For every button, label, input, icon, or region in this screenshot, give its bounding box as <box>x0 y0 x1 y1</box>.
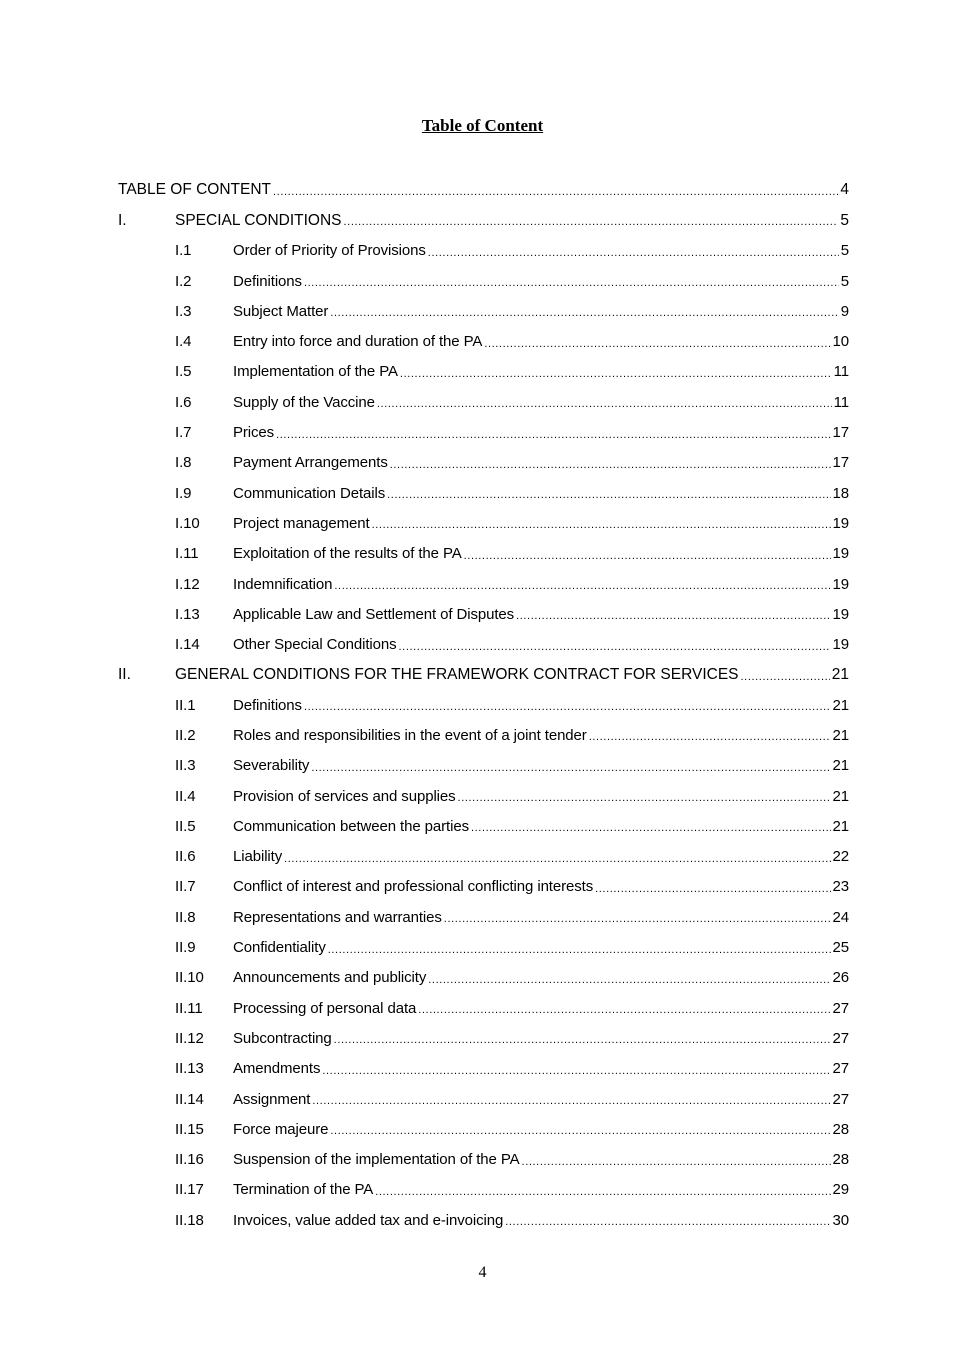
toc-entry-title: Indemnification <box>233 575 333 593</box>
dot-leader <box>334 1030 831 1046</box>
toc-subsection-entry[interactable] <box>118 387 849 417</box>
toc-entry-page: 19 <box>832 514 849 532</box>
toc-entry-page: 22 <box>832 848 849 866</box>
toc-entry-page: 28 <box>832 1120 849 1138</box>
toc-entry-number: II.10 <box>175 969 204 987</box>
toc-entry-number: II.12 <box>175 1029 204 1047</box>
toc-subsection-entry[interactable] <box>118 236 849 266</box>
toc-entry-number: I.8 <box>175 454 192 472</box>
dot-leader <box>273 182 838 198</box>
toc-section-entry[interactable] <box>118 175 849 205</box>
toc-subsection-entry[interactable] <box>118 599 849 629</box>
toc-subsection-entry[interactable] <box>118 357 849 387</box>
dot-leader <box>390 455 831 471</box>
toc-entry-title: Suspension of the implementation of the PA <box>233 1151 520 1169</box>
toc-entry-title: Communication between the parties <box>233 817 469 835</box>
dot-leader <box>372 515 831 531</box>
toc-entry-number: II.13 <box>175 1060 204 1078</box>
toc-entry-number: II.11 <box>175 999 203 1017</box>
toc-entry-title: Order of Priority of Provisions <box>233 242 426 260</box>
toc-entry-title: Severability <box>233 757 310 775</box>
toc-subsection-entry[interactable] <box>118 1205 849 1235</box>
toc-entry-title: Applicable Law and Settlement of Disputes <box>233 605 515 623</box>
toc-entry-number: I.10 <box>175 514 200 532</box>
toc-entry-number: II.3 <box>175 757 196 775</box>
toc-entry-number: II.4 <box>175 787 196 805</box>
toc-entry-page: 21 <box>832 726 849 744</box>
toc-entry-number: I.12 <box>175 575 200 593</box>
toc-entry-page: 28 <box>832 1151 849 1169</box>
toc-subsection-entry[interactable] <box>118 781 849 811</box>
toc-entry-page: 21 <box>831 666 849 684</box>
dot-leader <box>311 758 830 774</box>
dot-leader <box>428 243 839 259</box>
toc-entry-title: Conflict of interest and professional conflicting interests <box>233 878 594 896</box>
toc-entry-title: Processing of personal data <box>233 999 417 1017</box>
toc-entry-number: I.5 <box>175 363 192 381</box>
toc-entry-page: 21 <box>832 787 849 805</box>
dot-leader <box>418 1000 830 1016</box>
toc-entry-page: 5 <box>840 242 849 260</box>
dot-leader <box>312 1091 830 1107</box>
toc-subsection-entry[interactable] <box>118 963 849 993</box>
toc-subsection-entry[interactable] <box>118 690 849 720</box>
toc-entry-number: II.9 <box>175 939 196 957</box>
toc-subsection-entry[interactable] <box>118 1054 849 1084</box>
toc-entry-page: 29 <box>832 1181 849 1199</box>
toc-entry-title: Amendments <box>233 1060 321 1078</box>
toc-entry-number: I.9 <box>175 484 192 502</box>
toc-subsection-entry[interactable] <box>118 720 849 750</box>
toc-entry-page: 11 <box>833 363 849 381</box>
toc-entry-title: Communication Details <box>233 484 386 502</box>
toc-entry-title: Confidentiality <box>233 939 326 957</box>
toc-entry-page: 27 <box>832 999 849 1017</box>
toc-entry-number: I.7 <box>175 424 192 442</box>
toc-subsection-entry[interactable] <box>118 569 849 599</box>
toc-entry-title: Subject Matter <box>233 302 329 320</box>
toc-entry-number: II.5 <box>175 817 196 835</box>
dot-leader <box>377 394 832 410</box>
toc-subsection-entry[interactable] <box>118 1084 849 1114</box>
toc-entry-page: 5 <box>840 272 849 290</box>
toc-entry-page: 27 <box>832 1060 849 1078</box>
document-title: Table of Content <box>421 116 544 135</box>
toc-subsection-entry[interactable] <box>118 629 849 659</box>
toc-subsection-entry[interactable] <box>118 872 849 902</box>
toc-subsection-entry[interactable] <box>118 932 849 962</box>
toc-entry-number: I. <box>118 211 127 229</box>
toc-entry-title: Definitions <box>233 696 302 714</box>
toc-entry-number: II.7 <box>175 878 196 896</box>
dot-leader <box>428 970 830 986</box>
toc-entry-number: II. <box>118 666 131 684</box>
toc-entry-title: Payment Arrangements <box>233 454 388 472</box>
toc-section-entry[interactable] <box>118 660 849 690</box>
dot-leader <box>458 788 831 804</box>
dot-leader <box>330 1121 830 1137</box>
toc-entry-number: II.1 <box>175 696 196 714</box>
toc-entry-title: Supply of the Vaccine <box>233 393 375 411</box>
toc-entry-number: II.17 <box>175 1181 204 1199</box>
toc-entry-page: 24 <box>832 908 849 926</box>
toc-entry-number: I.1 <box>175 242 192 260</box>
toc-entry-page: 4 <box>840 181 849 199</box>
toc-subsection-entry[interactable] <box>118 296 849 326</box>
toc-entry-page: 19 <box>832 545 849 563</box>
toc-entry-title: Roles and responsibilities in the event of a joint tender <box>233 726 587 744</box>
dot-leader <box>344 212 839 228</box>
dot-leader <box>284 849 830 865</box>
dot-leader <box>741 667 830 683</box>
toc-entry-number: I.6 <box>175 393 192 411</box>
dot-leader <box>505 1212 830 1228</box>
toc-entry-number: II.6 <box>175 848 196 866</box>
toc-entry-title: Announcements and publicity <box>233 969 427 987</box>
toc-entry-page: 19 <box>832 605 849 623</box>
toc-entry-page: 9 <box>840 302 849 320</box>
toc-entry-title: Representations and warranties <box>233 908 442 926</box>
toc-entry-title: Exploitation of the results of the PA <box>233 545 462 563</box>
toc-entry-title: TABLE OF CONTENT <box>118 181 272 199</box>
toc-entry-page: 21 <box>832 757 849 775</box>
toc-subsection-entry[interactable] <box>118 448 849 478</box>
toc-entry-page: 17 <box>832 424 849 442</box>
toc-entry-number: II.18 <box>175 1211 204 1229</box>
toc-subsection-entry[interactable] <box>118 993 849 1023</box>
dot-leader <box>334 576 830 592</box>
toc-entry-number: I.4 <box>175 333 192 351</box>
table-of-contents <box>118 175 849 1235</box>
dot-leader <box>522 1152 831 1168</box>
dot-leader <box>304 697 831 713</box>
toc-entry-title: Other Special Conditions <box>233 636 397 654</box>
toc-entry-number: I.13 <box>175 605 200 623</box>
toc-entry-page: 23 <box>832 878 849 896</box>
toc-entry-title: Force majeure <box>233 1120 329 1138</box>
toc-entry-title: Project management <box>233 514 370 532</box>
toc-entry-page: 30 <box>832 1211 849 1229</box>
toc-entry-number: I.2 <box>175 272 192 290</box>
toc-entry-title: Implementation of the PA <box>233 363 398 381</box>
dot-leader <box>375 1182 830 1198</box>
dot-leader <box>304 273 839 289</box>
toc-entry-page: 17 <box>832 454 849 472</box>
toc-subsection-entry[interactable] <box>118 326 849 356</box>
dot-leader <box>328 940 831 956</box>
toc-entry-title: Invoices, value added tax and e-invoicing <box>233 1211 504 1229</box>
toc-subsection-entry[interactable] <box>118 417 849 447</box>
dot-leader <box>471 818 831 834</box>
toc-entry-page: 26 <box>832 969 849 987</box>
dot-leader <box>400 364 832 380</box>
dot-leader <box>589 727 831 743</box>
toc-entry-page: 21 <box>832 696 849 714</box>
dot-leader <box>444 909 831 925</box>
dot-leader <box>464 546 831 562</box>
toc-entry-title: GENERAL CONDITIONS FOR THE FRAMEWORK CONTRACT FOR SERVICES <box>175 666 739 684</box>
toc-entry-title: Liability <box>233 848 283 866</box>
toc-subsection-entry[interactable] <box>118 508 849 538</box>
toc-entry-page: 19 <box>832 636 849 654</box>
dot-leader <box>399 637 831 653</box>
toc-entry-page: 10 <box>832 333 849 351</box>
toc-entry-title: Assignment <box>233 1090 311 1108</box>
page-number: 4 <box>478 1264 487 1281</box>
toc-entry-title: SPECIAL CONDITIONS <box>175 211 342 229</box>
toc-entry-page: 18 <box>832 484 849 502</box>
toc-subsection-entry[interactable] <box>118 1175 849 1205</box>
dot-leader <box>276 425 830 441</box>
toc-entry-number: II.8 <box>175 908 196 926</box>
dot-leader <box>516 606 830 622</box>
toc-subsection-entry[interactable] <box>118 1145 849 1175</box>
toc-entry-page: 25 <box>832 939 849 957</box>
toc-subsection-entry[interactable] <box>118 902 849 932</box>
toc-entry-number: I.14 <box>175 636 200 654</box>
toc-subsection-entry[interactable] <box>118 1023 849 1053</box>
toc-entry-title: Subcontracting <box>233 1029 332 1047</box>
toc-entry-number: II.14 <box>175 1090 204 1108</box>
toc-subsection-entry[interactable] <box>118 751 849 781</box>
toc-entry-number: II.16 <box>175 1151 204 1169</box>
toc-entry-page: 27 <box>832 1029 849 1047</box>
toc-subsection-entry[interactable] <box>118 842 849 872</box>
toc-entry-title: Termination of the PA <box>233 1181 374 1199</box>
toc-subsection-entry[interactable] <box>118 811 849 841</box>
toc-entry-number: II.15 <box>175 1120 204 1138</box>
toc-entry-number: I.11 <box>175 545 199 563</box>
toc-entry-title: Provision of services and supplies <box>233 787 456 805</box>
toc-entry-page: 21 <box>832 817 849 835</box>
toc-entry-page: 27 <box>832 1090 849 1108</box>
toc-subsection-entry[interactable] <box>118 539 849 569</box>
dot-leader <box>484 334 830 350</box>
toc-section-entry[interactable] <box>118 205 849 235</box>
toc-entry-page: 19 <box>832 575 849 593</box>
toc-entry-number: II.2 <box>175 726 196 744</box>
toc-subsection-entry[interactable] <box>118 1114 849 1144</box>
toc-entry-title: Prices <box>233 424 275 442</box>
toc-subsection-entry[interactable] <box>118 266 849 296</box>
toc-entry-title: Entry into force and duration of the PA <box>233 333 483 351</box>
toc-entry-page: 5 <box>840 211 849 229</box>
toc-subsection-entry[interactable] <box>118 478 849 508</box>
toc-entry-page: 11 <box>833 393 849 411</box>
toc-entry-title: Definitions <box>233 272 302 290</box>
dot-leader <box>387 485 830 501</box>
dot-leader <box>595 879 830 895</box>
toc-entry-number: I.3 <box>175 302 192 320</box>
dot-leader <box>322 1061 830 1077</box>
dot-leader <box>330 303 838 319</box>
